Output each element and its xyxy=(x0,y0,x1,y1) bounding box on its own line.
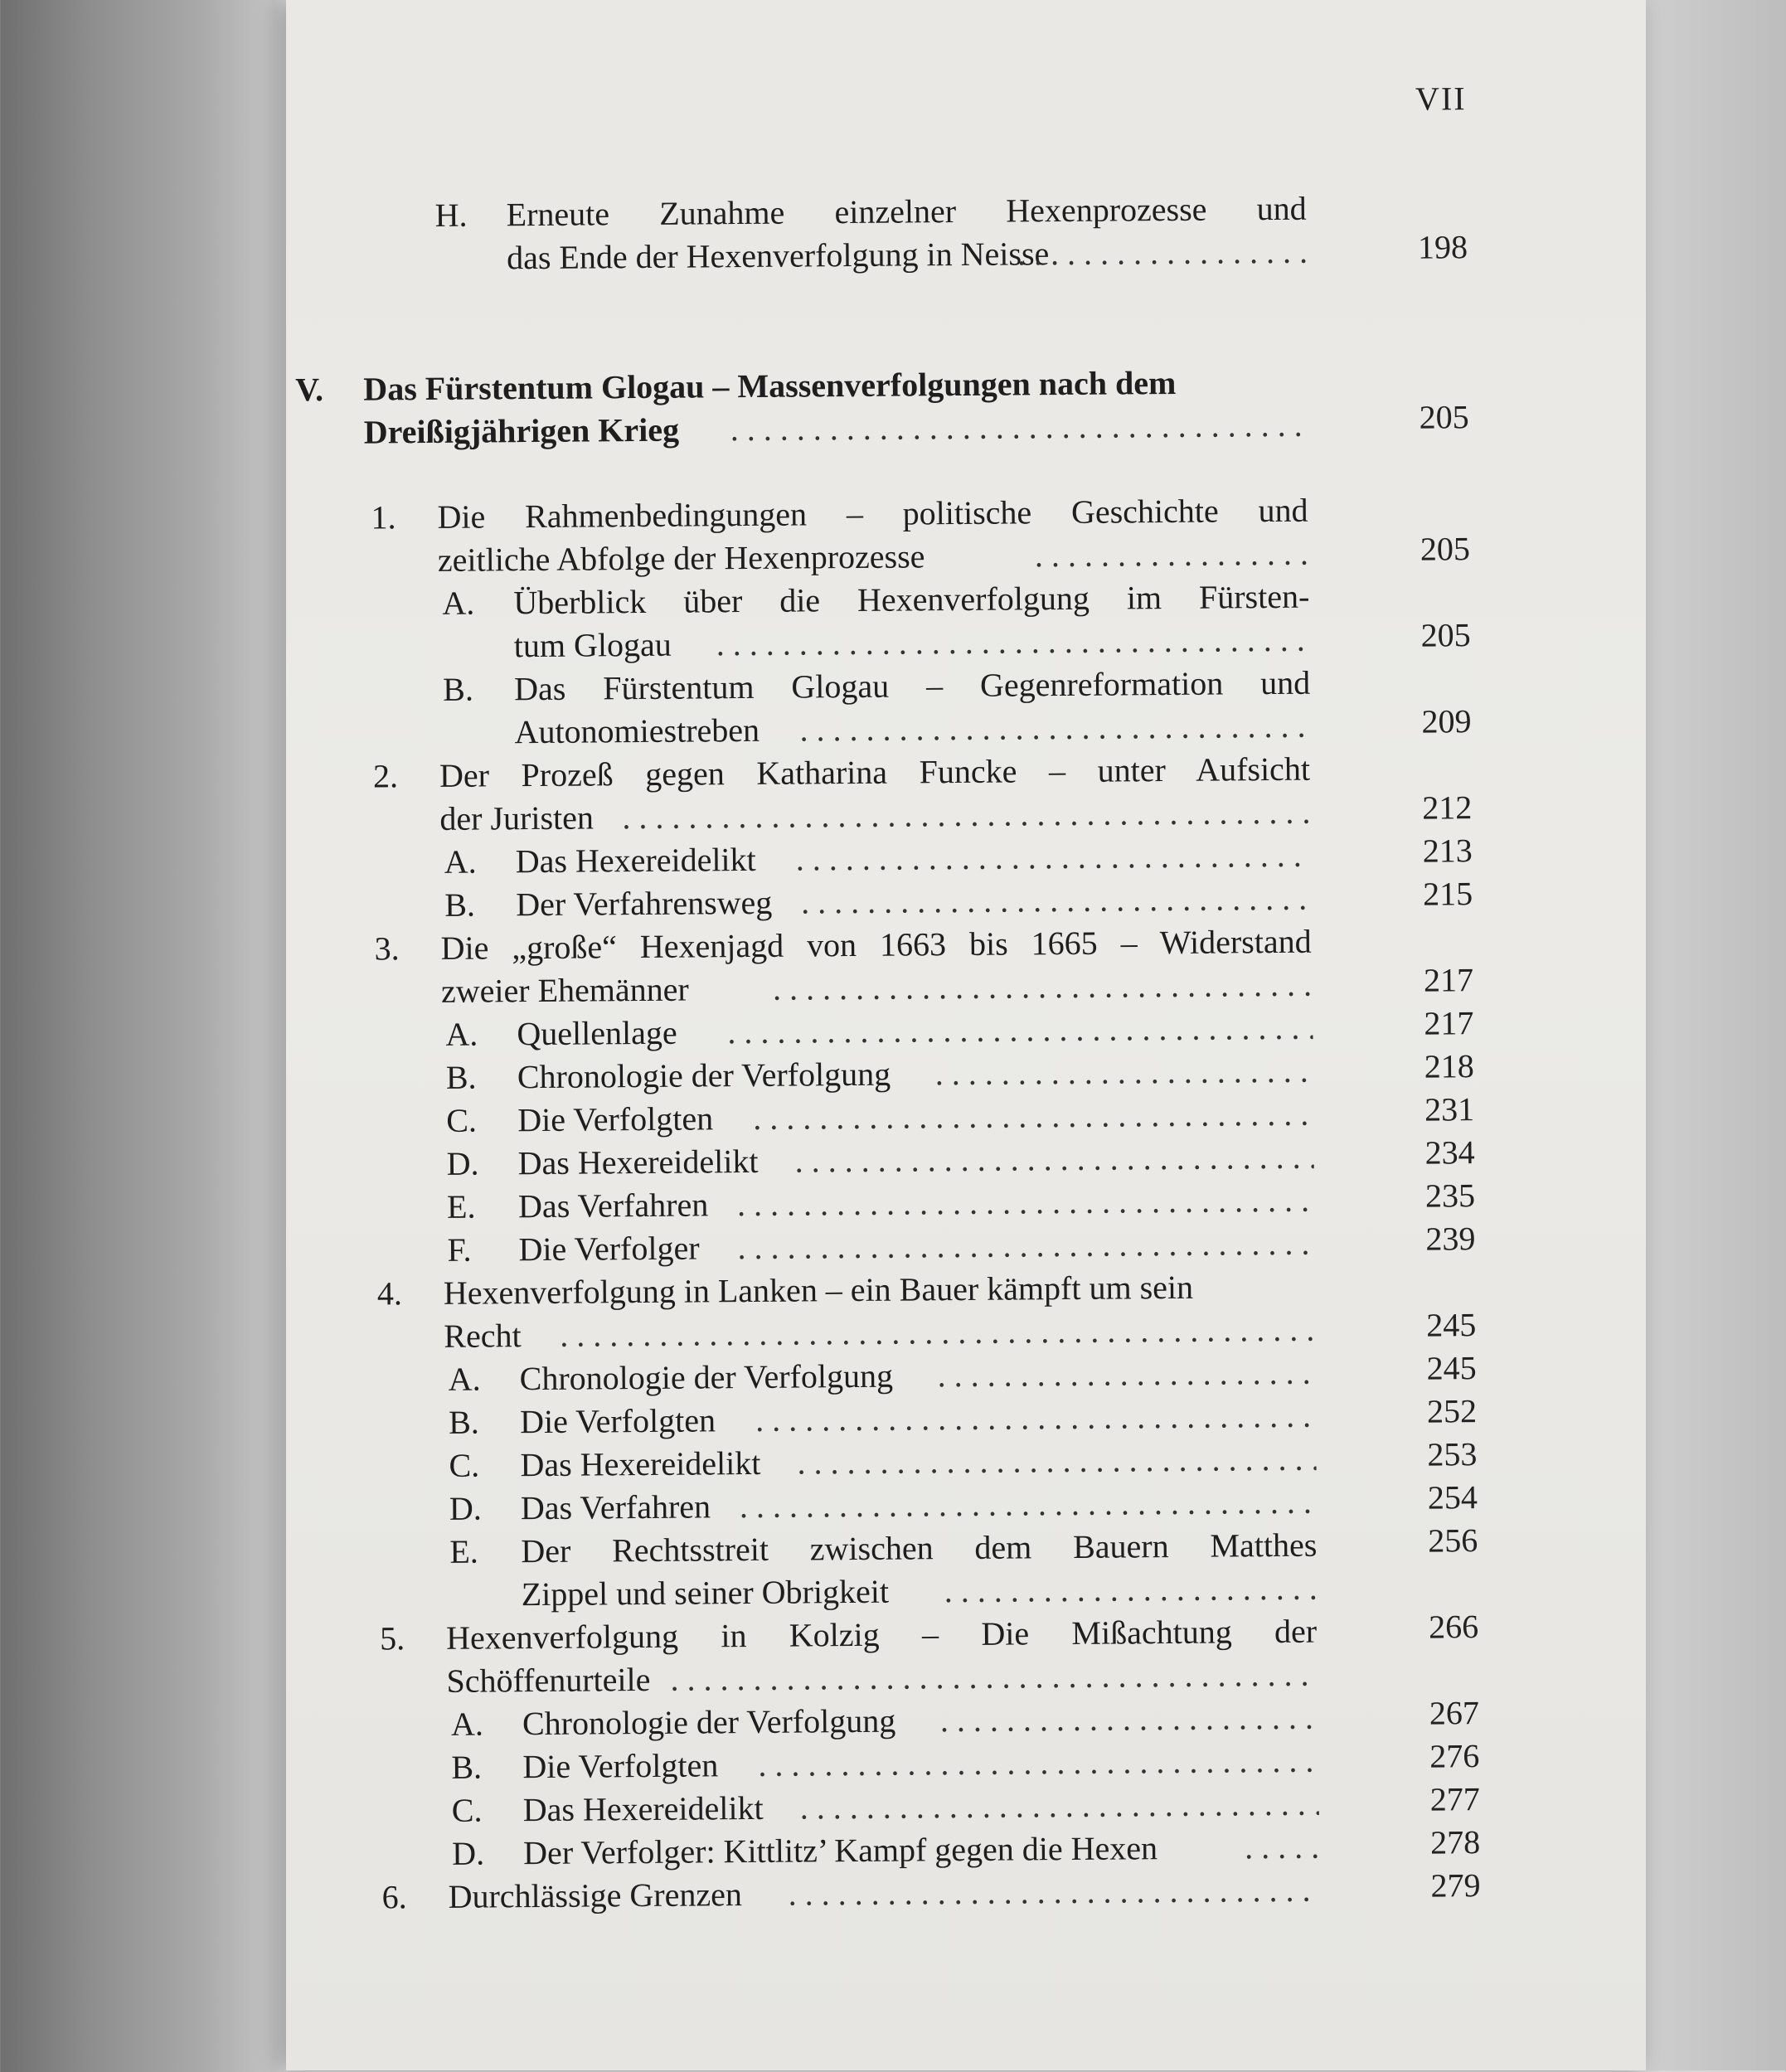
toc-label: A. xyxy=(442,584,475,622)
leader-dots xyxy=(940,1696,1318,1743)
toc-entry[interactable] xyxy=(380,1609,1479,1703)
toc-title: Das Hexereidelikt xyxy=(515,840,756,881)
toc-title: Das Verfahren xyxy=(517,1186,709,1225)
toc-page: 276 xyxy=(1429,1737,1480,1775)
leader-dots xyxy=(737,1222,1314,1269)
leader-dots xyxy=(740,1481,1317,1528)
toc-title: Die Verfolgten xyxy=(519,1401,716,1441)
toc-title: Der Prozeß gegen Katharina Funcke – unter Aufsicht xyxy=(439,750,1311,794)
leader-dots xyxy=(1245,1826,1319,1870)
toc-title: Erneute Zunahme einzelner Hexenprozesse und xyxy=(506,189,1307,234)
toc-title: Das Fürstentum Glogau – Massenverfolgungen nach dem xyxy=(363,363,1177,408)
toc-label: 4. xyxy=(376,1274,403,1313)
leader-dots xyxy=(796,834,1312,881)
leader-dots xyxy=(799,705,1310,752)
toc-page: 267 xyxy=(1429,1694,1480,1732)
toc-page: 245 xyxy=(1426,1306,1477,1344)
toc-title-cont: Zippel und seiner Obrigkeit xyxy=(521,1572,890,1613)
toc-entry[interactable] xyxy=(434,186,1468,280)
leader-dots xyxy=(935,1050,1313,1096)
toc-label: 5. xyxy=(379,1619,405,1657)
toc-label: E. xyxy=(449,1532,478,1570)
leader-dots xyxy=(773,963,1312,1011)
toc-page: 205 xyxy=(1420,530,1471,568)
toc-page: 252 xyxy=(1426,1392,1478,1430)
toc-page: 215 xyxy=(1422,875,1473,913)
toc-page: 231 xyxy=(1424,1090,1475,1128)
toc-label: 6. xyxy=(381,1878,407,1916)
toc-title-cont: zeitliche Abfolge der Hexenprozesse xyxy=(437,537,925,579)
toc-title: Der Verfahrensweg xyxy=(516,883,773,924)
toc-page: 234 xyxy=(1424,1133,1475,1172)
leader-dots xyxy=(755,1395,1316,1442)
toc-page: 205 xyxy=(1420,616,1471,654)
toc-title: Durchlässige Grenzen xyxy=(448,1875,743,1915)
toc-label: H. xyxy=(434,196,468,234)
leader-dots xyxy=(670,1653,1317,1701)
toc-label: V. xyxy=(295,371,324,409)
leader-dots xyxy=(937,1351,1315,1398)
toc-title: Das Hexereidelikt xyxy=(520,1444,761,1484)
leader-dots xyxy=(622,791,1310,840)
toc-title-cont: tum Glogau xyxy=(513,625,672,665)
toc-chapter[interactable] xyxy=(295,359,1469,454)
toc-label: A. xyxy=(444,842,477,881)
leader-dots xyxy=(716,619,1310,667)
leader-dots xyxy=(753,1093,1313,1140)
leader-dots xyxy=(758,1740,1318,1787)
toc-title: Das Hexereidelikt xyxy=(517,1142,759,1182)
toc-title-cont: Autonomiestreben xyxy=(514,711,760,751)
toc-entry[interactable] xyxy=(377,1264,1477,1358)
toc-page: 217 xyxy=(1424,1004,1474,1042)
toc-title: Das Fürstentum Glogau – Gegenreformation und xyxy=(513,663,1311,708)
toc-label: D. xyxy=(452,1834,485,1872)
toc-title: Die „große“ Hexenjagd von 1663 bis 1665 – Widerstand xyxy=(440,922,1312,967)
toc-label: D. xyxy=(449,1489,482,1527)
toc-page: 235 xyxy=(1424,1177,1476,1215)
toc-page: 198 xyxy=(1417,228,1468,266)
toc-title: Überblick über die Hexenverfolgung im Fürsten- xyxy=(513,577,1310,622)
leader-dots xyxy=(1035,532,1308,578)
toc-page: 213 xyxy=(1422,832,1473,870)
toc-page: 239 xyxy=(1425,1220,1476,1258)
toc-label: A. xyxy=(450,1705,484,1743)
toc-title: Das Hexereidelikt xyxy=(522,1788,764,1829)
toc-page: 217 xyxy=(1423,961,1474,999)
toc-label: B. xyxy=(444,886,476,924)
leader-dots xyxy=(560,1308,1314,1357)
toc-title: Chronologie der Verfolgung xyxy=(522,1701,896,1743)
leader-dots xyxy=(727,1007,1313,1055)
leader-dots xyxy=(1017,230,1308,276)
toc-title-cont: das Ende der Hexenverfolgung in Neisse xyxy=(506,235,1050,277)
toc-label: E. xyxy=(446,1187,476,1225)
toc-title: Hexenverfolgung in Lanken – ein Bauer kämpft um sein xyxy=(443,1268,1194,1312)
toc-page: 278 xyxy=(1429,1823,1481,1861)
toc-entry[interactable] xyxy=(371,488,1470,582)
toc-title: Die Rahmenbedingungen – politische Geschichte und xyxy=(437,491,1308,536)
toc-title-cont: Schöffenurteile xyxy=(446,1660,651,1700)
toc-label: C. xyxy=(449,1446,480,1484)
toc-title-cont: Recht xyxy=(444,1317,522,1355)
leader-dots xyxy=(788,1869,1318,1916)
toc-label: B. xyxy=(448,1403,479,1441)
toc-page: 279 xyxy=(1430,1866,1481,1905)
toc-page: 266 xyxy=(1428,1608,1479,1646)
toc-entry[interactable] xyxy=(374,919,1473,1013)
leader-dots xyxy=(794,1136,1313,1183)
toc-label: D. xyxy=(446,1144,479,1182)
leader-dots xyxy=(797,1438,1316,1485)
toc-label: B. xyxy=(442,670,474,708)
toc-label: A. xyxy=(445,1015,478,1053)
page-number: VII xyxy=(1415,80,1467,118)
toc-label: 1. xyxy=(371,498,396,536)
toc-entry[interactable] xyxy=(442,574,1471,668)
toc-title: Der Verfolger: Kittlitz’ Kampf gegen die Hexen xyxy=(523,1829,1158,1872)
toc-title-cont: zweier Ehemänner xyxy=(440,970,689,1010)
toc-label: C. xyxy=(446,1101,478,1139)
table-of-contents xyxy=(284,0,1661,2072)
toc-label: F. xyxy=(447,1230,472,1269)
toc-title: Chronologie der Verfolgung xyxy=(517,1055,891,1096)
toc-page: 253 xyxy=(1427,1435,1478,1473)
toc-entry[interactable] xyxy=(373,746,1473,841)
toc-title: Quellenlage xyxy=(517,1013,677,1053)
toc-label: A. xyxy=(448,1360,481,1398)
leader-dots xyxy=(737,1179,1314,1226)
book-page xyxy=(286,0,1646,2070)
toc-title-cont: der Juristen xyxy=(439,798,595,837)
toc-page: 209 xyxy=(1421,702,1472,740)
toc-title: Die Verfolger xyxy=(518,1229,700,1269)
leader-dots xyxy=(944,1567,1318,1613)
toc-entry[interactable] xyxy=(449,1522,1478,1617)
toc-title: Chronologie der Verfolgung xyxy=(519,1356,894,1398)
facing-page-edge xyxy=(1646,0,1786,2070)
leader-dots xyxy=(801,877,1312,924)
toc-label: 2. xyxy=(372,757,399,795)
leader-dots xyxy=(730,404,1311,451)
toc-page: 205 xyxy=(1419,398,1469,436)
toc-title: Die Verfolgten xyxy=(522,1746,719,1786)
toc-label: B. xyxy=(451,1748,483,1786)
toc-title: Hexenverfolgung in Kolzig – Die Mißachtung der xyxy=(445,1612,1318,1657)
toc-title-cont: Dreißigjährigen Krieg xyxy=(363,410,680,451)
toc-label: C. xyxy=(451,1791,483,1829)
toc-entry[interactable] xyxy=(381,1867,1480,1919)
toc-page: 245 xyxy=(1426,1349,1477,1387)
toc-page: 218 xyxy=(1424,1047,1474,1085)
toc-title: Der Rechtsstreit zwischen dem Bauern Matthes xyxy=(521,1526,1318,1570)
toc-page: 256 xyxy=(1428,1521,1478,1560)
toc-entry[interactable] xyxy=(443,660,1472,755)
toc-page: 212 xyxy=(1422,789,1473,827)
toc-page: 254 xyxy=(1427,1478,1478,1516)
toc-title: Das Verfahren xyxy=(520,1487,711,1527)
toc-title: Die Verfolgten xyxy=(517,1099,714,1139)
leader-dots xyxy=(800,1783,1319,1830)
toc-label: B. xyxy=(445,1058,477,1096)
toc-label: 3. xyxy=(374,929,400,968)
toc-page: 277 xyxy=(1429,1780,1480,1818)
